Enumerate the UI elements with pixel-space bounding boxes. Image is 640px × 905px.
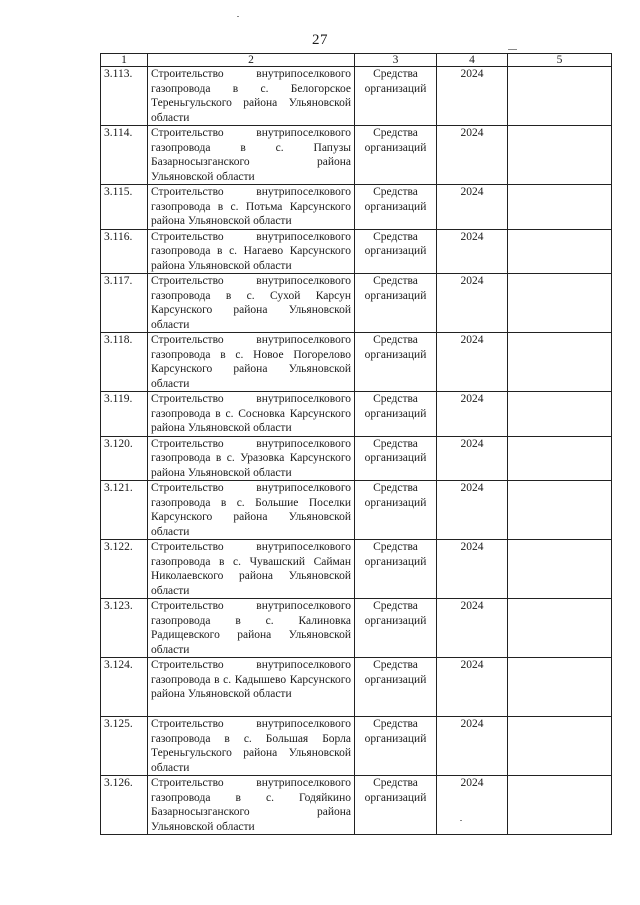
row-funding-source: Средства организаций xyxy=(355,333,437,392)
row-description: Строительство внутрипоселкового газопровода в с. Сосновка Карсунского района Ульяновской области xyxy=(148,392,355,437)
row-note xyxy=(508,67,612,126)
row-number: 3.115. xyxy=(101,185,148,230)
row-description: Строительство внутрипоселкового газопровода в с. Чувашский Сайман Николаевского района Ульяновской области xyxy=(148,540,355,599)
row-funding-source: Средства организаций xyxy=(355,481,437,540)
row-funding-source: Средства организаций xyxy=(355,658,437,717)
column-header-3: 3 xyxy=(355,54,437,67)
row-description: Строительство внутрипоселкового газопровода в с. Белогорское Тереньгульского района Ульяновской области xyxy=(148,67,355,126)
table-row xyxy=(101,481,612,540)
row-year: 2024 xyxy=(437,392,508,437)
row-year: 2024 xyxy=(437,717,508,776)
row-description: Строительство внутрипоселкового газопровода в с. Сухой Карсун Карсунского района Ульяновской области xyxy=(148,274,355,333)
row-note xyxy=(508,274,612,333)
row-number: 3.125. xyxy=(101,717,148,776)
row-number: 3.117. xyxy=(101,274,148,333)
column-header-2: 2 xyxy=(148,54,355,67)
row-note xyxy=(508,333,612,392)
table-row xyxy=(101,599,612,658)
row-funding-source: Средства организаций xyxy=(355,185,437,230)
row-year: 2024 xyxy=(437,540,508,599)
row-funding-source: Средства организаций xyxy=(355,717,437,776)
row-note xyxy=(508,776,612,835)
row-description: Строительство внутрипоселкового газопровода в с. Большая Борла Тереньгульского района Ульяновской области xyxy=(148,717,355,776)
program-table xyxy=(100,53,612,835)
table-row xyxy=(101,658,612,717)
row-year: 2024 xyxy=(437,599,508,658)
row-description: Строительство внутрипоселкового газопровода в с. Потьма Карсунского района Ульяновской области xyxy=(148,185,355,230)
table-row xyxy=(101,540,612,599)
row-year: 2024 xyxy=(437,481,508,540)
row-note xyxy=(508,599,612,658)
scan-speck xyxy=(237,16,239,17)
row-description: Строительство внутрипоселкового газопровода в с. Кадышево Карсунского района Ульяновской области xyxy=(148,658,355,717)
row-description: Строительство внутрипоселкового газопровода в с. Папузы Базарносызганского района Ульяновской области xyxy=(148,126,355,185)
row-funding-source: Средства организаций xyxy=(355,274,437,333)
row-year: 2024 xyxy=(437,67,508,126)
row-year: 2024 xyxy=(437,436,508,481)
row-number: 3.126. xyxy=(101,776,148,835)
row-description: Строительство внутрипоселкового газопровода в с. Годяйкино Базарносызганского района Ульяновской области xyxy=(148,776,355,835)
row-number: 3.124. xyxy=(101,658,148,717)
row-number: 3.113. xyxy=(101,67,148,126)
row-number: 3.123. xyxy=(101,599,148,658)
row-year: 2024 xyxy=(437,658,508,717)
row-year: 2024 xyxy=(437,126,508,185)
row-description: Строительство внутрипоселкового газопровода в с. Калиновка Радищевского района Ульяновской области xyxy=(148,599,355,658)
row-year: 2024 xyxy=(437,274,508,333)
scan-speck xyxy=(460,820,462,821)
table-row xyxy=(101,185,612,230)
row-number: 3.119. xyxy=(101,392,148,437)
row-note xyxy=(508,436,612,481)
row-number: 3.116. xyxy=(101,229,148,274)
row-funding-source: Средства организаций xyxy=(355,126,437,185)
row-number: 3.114. xyxy=(101,126,148,185)
scan-speck xyxy=(508,49,517,50)
column-header-1: 1 xyxy=(101,54,148,67)
row-number: 3.118. xyxy=(101,333,148,392)
row-funding-source: Средства организаций xyxy=(355,392,437,437)
row-note xyxy=(508,126,612,185)
row-year: 2024 xyxy=(437,333,508,392)
row-note xyxy=(508,540,612,599)
row-number: 3.121. xyxy=(101,481,148,540)
column-header-5: 5 xyxy=(508,54,612,67)
page-number: 27 xyxy=(312,32,328,48)
row-funding-source: Средства организаций xyxy=(355,540,437,599)
row-year: 2024 xyxy=(437,185,508,230)
row-description: Строительство внутрипоселкового газопровода в с. Уразовка Карсунского района Ульяновской области xyxy=(148,436,355,481)
table-header-row xyxy=(101,54,612,67)
table-row xyxy=(101,436,612,481)
row-note xyxy=(508,717,612,776)
table-row xyxy=(101,126,612,185)
row-note xyxy=(508,481,612,540)
row-description: Строительство внутрипоселкового газопровода в с. Новое Погорелово Карсунского района Ульяновской области xyxy=(148,333,355,392)
table-row xyxy=(101,333,612,392)
row-year: 2024 xyxy=(437,229,508,274)
row-year: 2024 xyxy=(437,776,508,835)
row-funding-source: Средства организаций xyxy=(355,436,437,481)
row-number: 3.122. xyxy=(101,540,148,599)
table-row xyxy=(101,717,612,776)
row-funding-source: Средства организаций xyxy=(355,229,437,274)
table-row xyxy=(101,274,612,333)
row-description: Строительство внутрипоселкового газопровода в с. Большие Поселки Карсунского района Ульяновской области xyxy=(148,481,355,540)
row-funding-source: Средства организаций xyxy=(355,67,437,126)
row-funding-source: Средства организаций xyxy=(355,776,437,835)
row-note xyxy=(508,658,612,717)
row-note xyxy=(508,392,612,437)
table-row xyxy=(101,776,612,835)
table-row xyxy=(101,229,612,274)
table-row xyxy=(101,67,612,126)
column-header-4: 4 xyxy=(437,54,508,67)
row-description: Строительство внутрипоселкового газопровода в с. Нагаево Карсунского района Ульяновской области xyxy=(148,229,355,274)
row-funding-source: Средства организаций xyxy=(355,599,437,658)
row-number: 3.120. xyxy=(101,436,148,481)
row-note xyxy=(508,229,612,274)
row-note xyxy=(508,185,612,230)
table-row xyxy=(101,392,612,437)
